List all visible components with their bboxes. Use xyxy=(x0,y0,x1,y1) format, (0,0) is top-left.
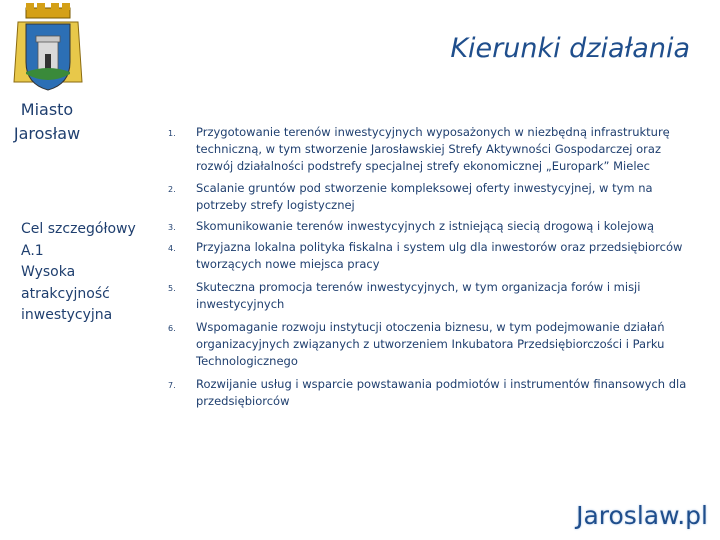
action-list xyxy=(168,124,688,410)
item-text: Rozwijanie usług i wsparcie powstawania podmiotów i instrumentów finansowych dla przedsiębiorców xyxy=(196,377,687,408)
goal-block xyxy=(21,219,151,327)
brand-link[interactable]: Jaroslaw.pl xyxy=(576,501,708,530)
list-item xyxy=(168,279,688,313)
list-item xyxy=(168,218,688,235)
item-number: 2. xyxy=(168,185,176,194)
item-text: Scalanie gruntów pod stworzenie kompleksowej oferty inwestycyjnej, w tym na potrzeby strefy logistycznej xyxy=(196,181,653,212)
goal-line-5: inwestycyjna xyxy=(21,307,113,323)
item-number: 6. xyxy=(168,324,176,333)
item-text: Wspomaganie rozwoju instytucji otoczenia biznesu, w tym podejmowanie działań organizacyjnych związanych z utworzeniem Inkubatora Przedsiębiorczości i Parku Technologicznego xyxy=(196,320,665,368)
list-item xyxy=(168,239,688,273)
city-label: Miasto xyxy=(20,100,74,119)
city-name-label: Jarosław xyxy=(13,124,81,143)
item-number: 1. xyxy=(168,129,176,138)
list-item xyxy=(168,319,688,370)
goal-line-4: atrakcyjność xyxy=(21,285,110,302)
list-item xyxy=(168,124,688,175)
item-text: Przygotowanie terenów inwestycyjnych wyposażonych w niezbędną infrastrukturę techniczną, w tym stworzenie Jarosławskiej Strefy Aktywności Gospodarczej oraz rozwój działalności podstrefy specjalnej strefy ekonomicznej „Europark” Mielec xyxy=(196,125,670,173)
item-text: Skomunikowanie terenów inwestycyjnych z istniejącą siecią drogową i kolejową xyxy=(196,219,655,233)
page-title: Kierunki działania xyxy=(450,33,690,64)
goal-line-2: A.1 xyxy=(21,242,44,259)
goal-line-3: Wysoka xyxy=(21,264,76,280)
item-number: 3. xyxy=(168,223,176,232)
item-number: 5. xyxy=(168,284,176,293)
list-item xyxy=(168,180,688,214)
item-text: Skuteczna promocja terenów inwestycyjnych, w tym organizacja forów i misji inwestycyjnych xyxy=(196,280,641,311)
goal-line-1: Cel szczegółowy xyxy=(21,221,136,237)
item-number: 4. xyxy=(168,244,176,253)
list-item xyxy=(168,376,688,410)
item-number: 7. xyxy=(168,381,176,390)
item-text: Przyjazna lokalna polityka fiskalna i system ulg dla inwestorów oraz przedsiębiorców tworzących nowe miejsca pracy xyxy=(196,240,683,271)
coat-of-arms-icon xyxy=(12,2,84,94)
city-name xyxy=(8,98,86,146)
